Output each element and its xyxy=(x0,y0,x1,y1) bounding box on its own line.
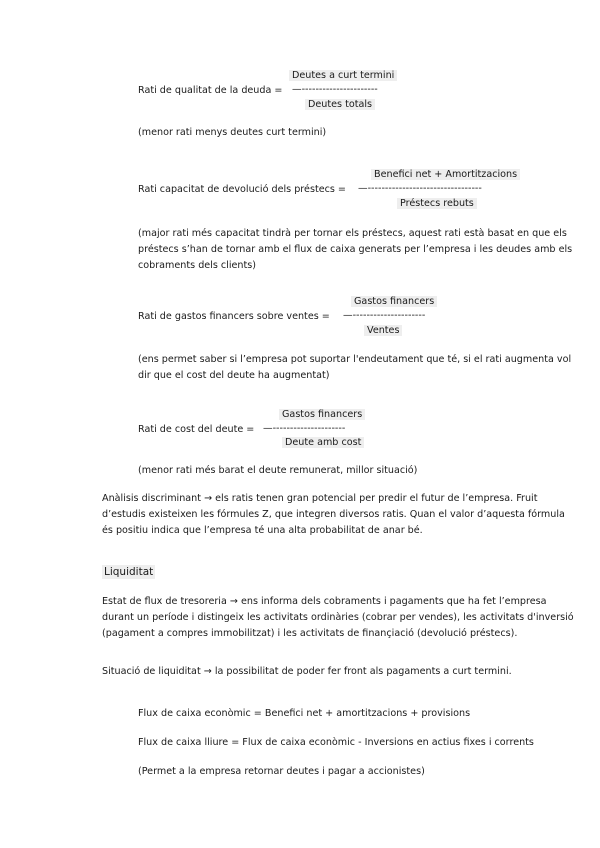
ratio1-label: Rati de qualitat de la deuda = xyxy=(138,85,283,96)
ratio4-denominator: Deute amb cost xyxy=(282,437,364,448)
estat-flux-paragraph: Estat de flux de tresoreria → ens informa dels cobraments i pagaments que ha fet l’empresa durant un període i distingeix les activitats ordinàries (cobrar per vendes), les activitats d'inversió (pagament a compres immobilitzat) i les activitats de finançiació (devolució préstecs). xyxy=(102,596,574,639)
flux-caixa-economic-formula: Flux de caixa econòmic = Benefici net + amortitzacions + provisions xyxy=(138,708,471,719)
analisi-discriminant-paragraph: Anàlisis discriminant → els ratis tenen gran potencial per predir el futur de l’empresa. Fruit d’estudis existeixen les fórmules Z, que integren diversos ratis. Quan el valor d’aquesta fórmula és positiu indica que l’empresa té una alta probabilitat de anar bé. xyxy=(102,493,565,536)
ratio2-note: (major rati més capacitat tindrà per tornar els préstecs, aquest rati està basat en que els préstecs s’han de tornar amb el flux de caixa generats per l’empresa i les deudes amb els cobraments dels clients) xyxy=(138,228,573,271)
ratio2-denominator: Préstecs rebuts xyxy=(397,198,477,209)
ratio4-fraction-line: —--------------------- xyxy=(263,423,346,434)
ratio4-note: (menor rati més barat el deute remunerat, millor situació) xyxy=(138,465,418,476)
ratio4-numerator: Gastos financers xyxy=(279,409,365,420)
ratio1-numerator: Deutes a curt termini xyxy=(289,70,397,81)
ratio3-label: Rati de gastos financers sobre ventes = xyxy=(138,311,330,322)
ratio2-fraction-line: —--------------------------------- xyxy=(358,183,482,194)
ratio3-denominator: Ventes xyxy=(364,325,402,336)
ratio4-label: Rati de cost del deute = xyxy=(138,424,255,435)
flux-caixa-note: (Permet a la empresa retornar deutes i pagar a accionistes) xyxy=(138,766,425,777)
situacio-liquiditat-paragraph: Situació de liquiditat → la possibilitat de poder fer front als pagaments a curt termini. xyxy=(102,666,512,677)
ratio3-note: (ens permet saber si l’empresa pot suportar l'endeutament que té, si el rati augmenta vol dir que el cost del deute ha augmentat) xyxy=(138,354,572,381)
ratio1-note: (menor rati menys deutes curt termini) xyxy=(138,127,327,138)
ratio3-numerator: Gastos financers xyxy=(351,296,437,307)
liquiditat-heading: Liquiditat xyxy=(104,566,154,578)
ratio1-fraction-line: —---------------------- xyxy=(292,84,378,95)
ratio2-label: Rati capacitat de devolució dels préstecs = xyxy=(138,184,346,195)
flux-caixa-lliure-formula: Flux de caixa lliure = Flux de caixa econòmic - Inversions en actius fixes i corrents xyxy=(138,737,534,748)
ratio2-numerator: Benefici net + Amortitzacions xyxy=(371,169,520,180)
ratio1-denominator: Deutes totals xyxy=(305,99,375,110)
ratio3-fraction-line: —--------------------- xyxy=(343,310,426,321)
